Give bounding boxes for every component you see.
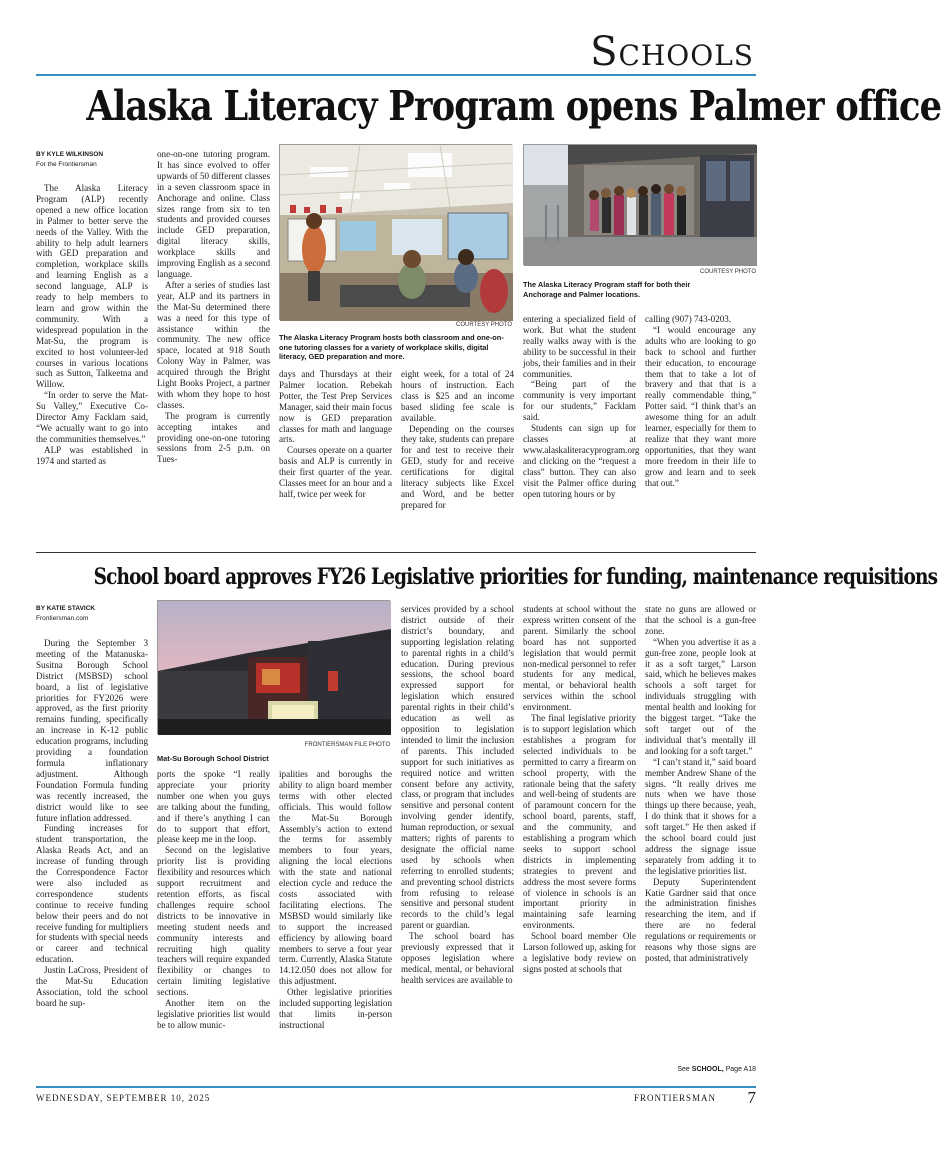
school-district-photo-image — [158, 601, 391, 735]
staff-photo-credit: COURTESY PHOTO — [699, 269, 756, 275]
jump-see: See — [677, 1066, 690, 1073]
footer-date: WEDNESDAY, SEPTEMBER 10, 2025 — [36, 1093, 211, 1103]
story2-col-1 — [36, 638, 148, 1058]
story1-col-4 — [401, 369, 514, 545]
story2-col-6-p3: “I can’t stand it,” said board member Andrew Shane of the signs. “It really drives me nuts when we have those things up there because, yeah, I do think that it shows for a soft target.” He then asked if the school board could just address the signage issue separately from adding it to the legislative priorities list. — [645, 756, 756, 876]
story1-col-2-p2: After a series of studies last year, ALP and its partners in the Mat-Su determined there was a need for this type of assistance within the community. The new office space, located at 918 South Colony Way in Palmer, was acquired through the Bright Light Books Project, a partner with whom they hope to host classes. — [157, 279, 270, 410]
story2-col-6 — [645, 604, 756, 1058]
school-district-photo-credit: FRONTIERSMAN FILE PHOTO — [304, 742, 390, 748]
classroom-photo-caption: The Alaska Literacy Program hosts both classroom and one-on-one tutoring classes for a variety of workplace skills, digital literacy, GED preparation and more. — [279, 333, 504, 361]
story2-col-4-p1: services provided by a school district outside of their district’s boundary, and supporting legislation relating to parental rights in a child’s education. During previous sessions, the school board expressed support for legislation which ensured parental rights in their child’s education as well as opposition to legislation intended to limit the inclusion of parents. This included support for such initiatives as required notice and written consent before any activity, class, or program that includes sensitive and personal content involving gender identify, human reproduction, or sexual matters; rights of parents to designate the official name used by schools when referring to enrolled students; and preventing school districts from refusing to release sensitive and personal student records to the child’s legal parent or guardian. — [401, 604, 514, 931]
story2-col-3 — [279, 769, 392, 1058]
story1-col-1 — [36, 183, 148, 545]
section-header — [36, 30, 756, 76]
story1-col-1-p1: The Alaska Literacy Program (ALP) recently opened a new office location in Palmer to better serve the needs of the Valley. With the ability to help adult learners with GED preparation and completion, workplace skills and learning English as a second language, ALP is ready to help members to learn and grow within the community. With a widespread population in the Mat-Su, the program is excited to host volunteer-led courses in various locations such as Sutton, Talkeetna and Willow. — [36, 183, 148, 390]
story1-col-5-p2: “Being part of the community is very important for our students,” Facklam said. — [523, 379, 636, 423]
footer-paper-name: FRONTIERSMAN — [633, 1093, 716, 1103]
story2-col-2 — [157, 769, 270, 1058]
story1-col-5 — [523, 314, 640, 545]
story2-col-2-p3: Another item on the legislative priorities list would be to allow munic- — [157, 998, 270, 1030]
story2-byline — [36, 604, 148, 624]
story2-col-1-p2: Funding increases for student transportation, the Alaska Reads Act, and an increase of funding through the Correspondence Factor were also included as correspondence students continue to receive funding below their peers and do not receive funding for multipliers for students with special needs or career and technical education. — [36, 823, 148, 965]
story1-col-6-p2: “I would encourage any adults who are looking to go back to school and further their education, to encourage them that to take a lot of bravery and that that is a really commendable thing,” Potter said. “I think that’s an awesome thing for an adult learner, especially for them to realize that they want more opportunities, that they want more freedom in their life to grow and learn and to seek that out.” — [645, 324, 756, 488]
page-footer — [36, 1086, 756, 1106]
story2-col-3-p1: ipalities and boroughs the ability to align board member terms with other elected officials. This would follow the Mat-Su Borough Assembly’s action to extend the terms for assembly members to four years, aligning the local elections with the state and national election cycle and reduce the costs associated with facilitating elections. The MSBSD would similarly like to support the increased efficiency by allowing board members to serve a four year term. Currently, Alaska Statute 14.12.050 does not allow for this adjustment. — [279, 769, 392, 987]
story2-col-5-p2: The final legislative priority is to support legislation which establishes a program for selected individuals to be permitted to carry a firearm on school property, with the rationale being that the safety and well-being of students are of paramount concern for the school board, parents, staff, and the community, and establishing a program which seeks to support school districts in implementing strategies to prevent and address the most severe forms of violence in schools is an important priority in maintaining safe learning environments. — [523, 713, 636, 931]
story2-col-6-p2: “When you advertise it as a gun-free zone, people look at it as a soft target,” Larson said, which he believes makes schools a soft target for individuals struggling with mental health and looking for the biggest target. “Take the soft target out of the individual that’s mentally ill and looking for a soft target.” — [645, 636, 756, 756]
byline-author: BY KATIE STAVICK — [36, 605, 96, 612]
continued-jump[interactable] — [645, 1066, 756, 1073]
story2-col-4-p2: The school board has previously expressed that it opposes legislation where medical, mental, or behavioral health services are available to — [401, 931, 514, 985]
classroom-photo-credit: COURTESY PHOTO — [455, 322, 512, 328]
story2-headline[interactable]: School board approves FY26 Legislative priorities for funding, maintenance requisitions — [93, 564, 938, 590]
story1-byline — [36, 150, 148, 170]
story2-col-5 — [523, 604, 636, 1058]
story1-col-6-p1: calling (907) 743-0203. — [645, 314, 732, 324]
story1-col-1-p2: “In order to serve the Mat-Su Valley,” Executive Co-Director Amy Facklam said, “We actually want to go into the communities themselves.” — [36, 390, 148, 444]
story2-col-4 — [401, 604, 514, 1058]
story2-col-5-p3: School board member Ole Larson followed up, asking for a legislative body review on signs posted at schools that — [523, 931, 636, 974]
staff-photo-caption: The Alaska Literacy Program staff for both their Anchorage and Palmer locations. — [523, 280, 691, 299]
story1-headline[interactable]: Alaska Literacy Program opens Palmer office — [86, 82, 941, 130]
story2-col-2-p1: ports the spoke “I really appreciate your priority number one when you guys are talking about the funding, and if there’s anything I can do to support that effort, please keep me in the loop. — [157, 769, 270, 845]
story1-col-6 — [645, 314, 756, 545]
story2-col-5-p1: students at school without the express written consent of the parent. Similarly the school board has not supported legislation that would permit non-medical personnel to refer students for any medical, mental, or behavioral health services within the school environment. — [523, 604, 636, 713]
story2-col-6-p1: state no guns are allowed or that the school is a gun-free zone. — [645, 604, 756, 636]
staff-photo-image — [524, 145, 757, 266]
school-district-photo-caption: Mat-Su Borough School District — [157, 754, 269, 763]
story1-col-1-p3: ALP was established in 1974 and started as — [36, 444, 148, 466]
story2-col-6-p4: Deputy Superintendent Katie Gardner said that once the administration finishes researching the item, and if there are no federal regulations or requirements or reasons why those signs are posted, that administratively — [645, 876, 756, 963]
story1-col-2-p3: The program is currently accepting intakes and providing one-on-one tutoring sessions from 2-5 p.m. on Tues- — [157, 410, 270, 465]
jump-section: SCHOOL, — [691, 1066, 724, 1073]
story1-col-3-p1: days and Thursdays at their Palmer location. Rebekah Potter, the Test Prep Services Manager, said their main focus now is GED preparation classes for math and language arts. — [279, 369, 392, 445]
staff-photo — [523, 144, 756, 265]
jump-page: Page A18 — [725, 1066, 756, 1073]
school-district-photo — [157, 600, 390, 734]
story1-col-3-p2: Courses operate on a quarter basis and ALP is currently in their first quarter of the year. Classes meet for an hour and a half, twice per week for — [279, 445, 392, 499]
classroom-photo-image — [280, 145, 513, 321]
story2-col-3-p2: Other legislative priorities included supporting legislation that limits in-person instructional — [279, 987, 392, 1030]
story2-col-1-p3: Justin LaCross, President of the Mat-Su Education Association, told the school board he sup- — [36, 965, 148, 1008]
story1-col-3 — [279, 369, 392, 545]
classroom-photo — [279, 144, 512, 320]
byline-org: For the Frontiersman — [36, 161, 97, 168]
section-title: Schools — [590, 29, 754, 75]
story1-col-4-p1: eight week, for a total of 24 hours of instruction. Each class is $25 and an income based sliding fee scale is available. — [401, 369, 514, 423]
story2-col-2-p2: Second on the legislative priority list is providing flexibility and resources which support recruitment and retention efforts, as fiscal challenges require school districts to be innovative in meeting student needs and community interests and recruiting high quality teachers will require expanded flexibility or changes to certain limiting legislative sections. — [157, 845, 270, 998]
story-divider — [36, 552, 756, 553]
page-number: 7 — [747, 1088, 756, 1107]
story1-col-5-p3: Students can sign up for classes at www.alaskaliteracyprogram.org and clicking on the “request a class” button. They can also visit the Palmer office during open tutoring hours or by — [523, 423, 640, 499]
story1-col-4-p2: Depending on the courses they take, students can prepare for and test to receive their GED, study for and receive certifications for digital literacy subjects like Excel and Word, and be better prepared for — [401, 423, 514, 510]
story1-col-2-p1: one-on-one tutoring program. It has since evolved to offer upwards of 50 different classes in a seven classroom space in Anchorage and online. Class sizes range from six to ten students and provided courses include GED preparation, digital literacy skills, workplace skills and improving English as a second language. — [157, 149, 270, 279]
story2-col-1-p1: During the September 3 meeting of the Matanuska-Susitna Borough School District (MSBSD) school board, a list of legislative priorities for FY2026 were approved, as the first priority remains funding, specifically an increase in K-12 public education programs, including providing a foundation formula inflationary adjustment. Although Foundation Formula funding was recently increased, the district would like to see future inflation addressed. — [36, 638, 148, 823]
byline-org: Frontiersman.com — [36, 615, 89, 622]
story1-col-2 — [157, 149, 270, 545]
story1-col-5-p1: entering a specialized field of work. But what the student really walks away with is the ability to be successful in their jobs, their families and in their communities. — [523, 314, 636, 379]
byline-author: BY KYLE WILKINSON — [36, 151, 104, 158]
